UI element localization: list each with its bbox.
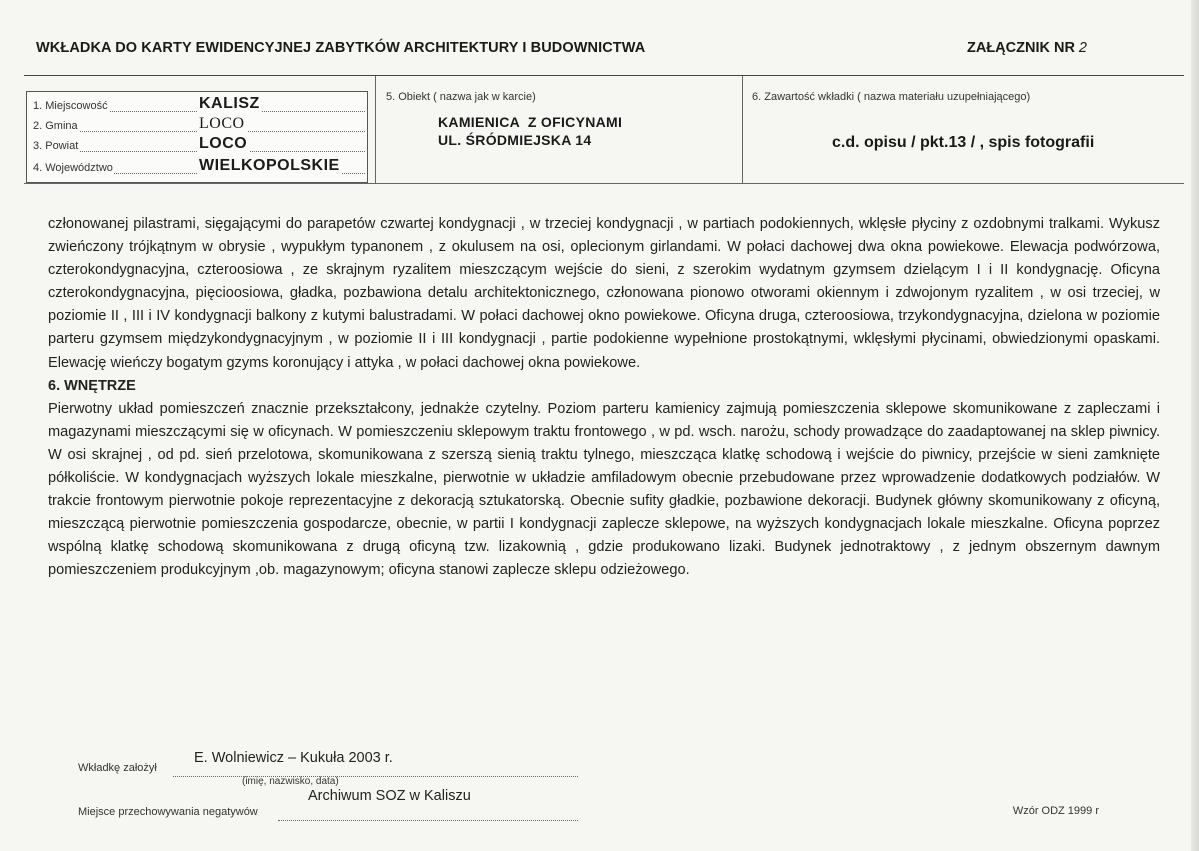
footer-fields <box>78 750 598 830</box>
header-fields <box>24 75 1184 184</box>
location-row-town <box>33 97 365 115</box>
voivodeship-value: WIELKOPOLSKIE <box>199 159 340 174</box>
commune-label: 2. Gmina <box>33 120 78 132</box>
contents-value: c.d. opisu / pkt.13 / , spis fotografii <box>832 134 1095 151</box>
section-heading-interior: 6. WNĘTRZE <box>48 377 136 394</box>
town-label: 1. Miejscowość <box>33 100 108 112</box>
author-value: E. Wolniewicz – Kukuła 2003 r. <box>194 750 393 766</box>
author-label: Wkładkę założył <box>78 762 157 774</box>
storage-row <box>78 788 578 818</box>
commune-value: LOCO <box>199 117 245 132</box>
location-row-voivodeship <box>33 159 365 177</box>
description-text <box>48 213 1160 583</box>
location-cell <box>26 91 368 183</box>
location-row-commune <box>33 117 365 135</box>
scan-edge <box>1191 0 1199 851</box>
annex-number: 2 <box>1078 40 1087 56</box>
contents-label: 6. Zawartość wkładki ( nazwa materiału uzupełniającego) <box>752 91 1031 103</box>
district-label: 3. Powiat <box>33 140 79 152</box>
contents-cell <box>742 76 1184 183</box>
storage-label: Miejsce przechowywania negatywów <box>78 806 258 818</box>
object-cell <box>375 76 743 183</box>
town-value: KALISZ <box>199 97 260 112</box>
description-paragraph-facade: członowanej pilastrami, sięgającymi do parapetów czwartej kondygnacji , w trzeciej kondygnacji , w partiach podokiennych, wklęsłe płyciny z ozdobnymi tralkami. Wykusz zwieńczony trójkątnym w obrysie , wypukłym typanonem , z okulusem na osi, oplecionym girlandami. W połaci dachowej dwa okna powiekowe. Elewacja podwórzowa, czterokondygnacyjna, czteroosiowa , ze skrajnym ryzalitem mieszczącym wejście do sieni, z szerokim wydatnym gzymsem dzielącym I i II kondygnację. Oficyna czterokondygnacyjna, pięcioosiowa, gładka, pozbawiona detalu architektonicznego, członowana pionowo otworami okiennym i zdwojonym ryzalitem , w osi trzeciej, w poziomie II , III i IV kondygnacji balkony z kutymi balustradami. W połaci dachowej okno powiekowe. Oficyna druga, czteroosiowa, trzykondygnacyjna, dzielona w poziomie parteru gzymsem międzykondygnacyjnym , w poziomie II i III kondygnacji , partie podokienne wypełnione prostokątnymi, wklęsłymi płycinami, obwiedzionymi opaskami. Elewację wieńczy bogatym gzyms koronujący i attyka , w połaci dachowej okna powiekowe. <box>48 216 1160 371</box>
author-hint: (imię, nazwisko, data) <box>242 776 339 787</box>
object-name-line2: UL. ŚRÓDMIEJSKA 14 <box>438 132 592 148</box>
object-name <box>438 113 622 149</box>
annex-label <box>967 40 1087 56</box>
object-label: 5. Obiekt ( nazwa jak w karcie) <box>386 91 536 103</box>
voivodeship-label: 4. Województwo <box>33 162 113 174</box>
author-row <box>78 750 578 774</box>
object-name-line1: KAMIENICA Z OFICYNAMI <box>438 114 623 130</box>
storage-value: Archiwum SOZ w Kaliszu <box>308 788 471 804</box>
document-title: WKŁADKA DO KARTY EWIDENCYJNEJ ZABYTKÓW ARCHITEKTURY I BUDOWNICTWA <box>36 40 646 56</box>
form-pattern: Wzór ODZ 1999 r <box>1012 805 1099 817</box>
district-value: LOCO <box>199 137 248 152</box>
location-row-district <box>33 137 365 155</box>
description-paragraph-interior: Pierwotny układ pomieszczeń znacznie przekształcony, jednakże czytelny. Poziom parteru kamienicy zajmują pomieszczenia sklepowe skomunikowane z zapleczami i magazynami mieszczącymi się w oficynach. W pomieszczeniu sklepowym traktu frontowego , w pd. wsch. narożu, schody prowadzące do zaadaptowanej na sklep piwnicy. W osi skrajnej , od pd. sień przelotowa, skomunikowana z szerszą sienią traktu tylnego, mieszcząca klatkę schodową i wejście do piwnicy, przejście w sieni zamknięte półkoliście. W kondygnacjach wyższych lokale mieszkalne, pierwotnie w układzie amfiladowym obecnie przebudowane przez wprowadzenie dodatkowych podziałów. W trakcie frontowym pierwotnie pokoje reprezentacyjne z dekoracją sztukatorską. Obecnie sufity gładkie, pozbawione dekoracji. Budynek główny skomunikowany z oficyną, mieszczącą pierwotnie pomieszczenia gospodarcze, obecnie, w partii I kondygnacji zaplecze sklepowe, na wyższych kondygnacjach lokale mieszkalne. Oficyna poprzez wspólną klatkę schodową skomunikowana z drugą oficyną tzw. lizakownią , gdzie produkowano lizaki. Budynek jednotraktowy , z jednym obszernym dawnym pomieszczeniem produkcyjnym ,ob. magazynowym; oficyna stanowi zaplecze sklepu odzieżowego. <box>48 400 1160 579</box>
annex-label-text: ZAŁĄCZNIK NR <box>966 40 1075 56</box>
